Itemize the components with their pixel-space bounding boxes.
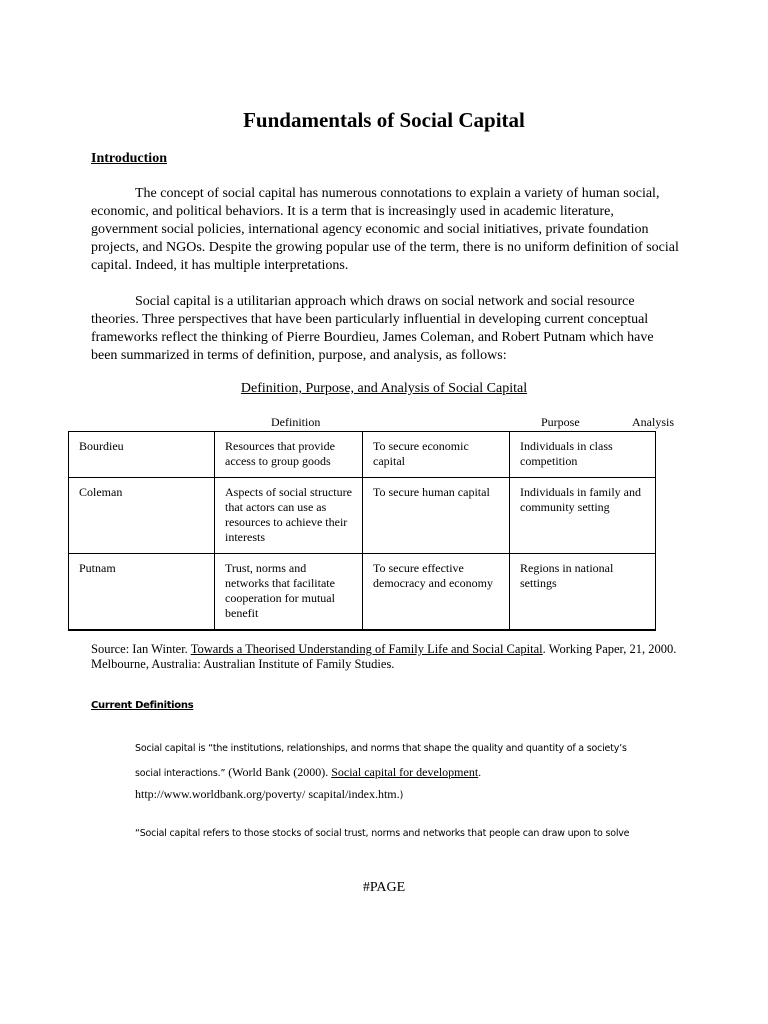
table-cell: Coleman (69, 478, 215, 554)
table-cell: Trust, norms and networks that facilitate cooperation for mutual benefit (215, 554, 363, 631)
quote-1-line-1: Social capital is “the institutions, relationships, and norms that shape the quality and quantity of a society’s (135, 743, 627, 754)
table-cell: Regions in national settings (510, 554, 656, 631)
table-cell: Aspects of social structure that actors can use as resources to achieve their interests (215, 478, 363, 554)
table-cell: To secure human capital (363, 478, 510, 554)
source-work-title: Towards a Theorised Understanding of Family Life and Social Capital (190, 642, 543, 656)
table-cell: To secure economic capital (363, 432, 510, 478)
table-row (69, 432, 656, 478)
column-header-definition: Definition (271, 415, 321, 429)
table-cell: Resources that provide access to group goods (215, 432, 363, 478)
table-row (69, 554, 656, 631)
current-definitions-heading: Current Definitions (91, 700, 194, 711)
quote-1-line-2: social interactions.” (World Bank (2000). Social capital for development. (135, 765, 482, 779)
quote-2: “Social capital refers to those stocks of social trust, norms and networks that people can draw upon to solve (135, 828, 630, 839)
page-footer: #PAGE (362, 880, 406, 895)
page-title: Fundamentals of Social Capital (243, 108, 525, 132)
table-cell: Putnam (69, 554, 215, 631)
source-citation: Source: Ian Winter. Towards a Theorised Understanding of Family Life and Social Capital. Working Paper, 21, 2000. Melbourne, Australia: Australian Institute of Family Studies. (91, 642, 677, 671)
quote-1-line-3: http://www.worldbank.org/poverty/ scapital/index.htm.) (135, 787, 404, 801)
table-cell: Bourdieu (69, 432, 215, 478)
world-bank-work-title: Social capital for development (331, 765, 479, 779)
world-bank-url: http://www.worldbank.org/poverty/ scapital/index.htm. (135, 787, 400, 801)
social-capital-table (68, 431, 656, 631)
table-cell: Individuals in family and community setting (510, 478, 656, 554)
table-cell: Individuals in class competition (510, 432, 656, 478)
table-row (69, 478, 656, 554)
intro-paragraph-1: The concept of social capital has numerous connotations to explain a variety of human social, economic, and political behaviors. It is a term that is increasingly used in academic literature, government social policies, international agency economic and social initiatives, private foundation projects, and NGOs. Despite the growing popular use of the term, there is no uniform definition of social capital. Indeed, it has multiple interpretations. (91, 186, 679, 273)
intro-paragraph-2: Social capital is a utilitarian approach which draws on social network and social resource theories. Three perspectives that have been particularly influential in developing current conceptual frameworks reflect the thinking of Pierre Bourdieu, James Coleman, and Robert Putnam which have been summarized in terms of definition, purpose, and analysis, as follows: (91, 294, 654, 363)
table-title: Definition, Purpose, and Analysis of Social Capital (240, 381, 528, 396)
introduction-heading: Introduction (91, 151, 167, 166)
column-header-purpose: Purpose (541, 415, 580, 429)
table-cell: To secure effective democracy and economy (363, 554, 510, 631)
column-header-analysis: Analysis (632, 415, 674, 429)
